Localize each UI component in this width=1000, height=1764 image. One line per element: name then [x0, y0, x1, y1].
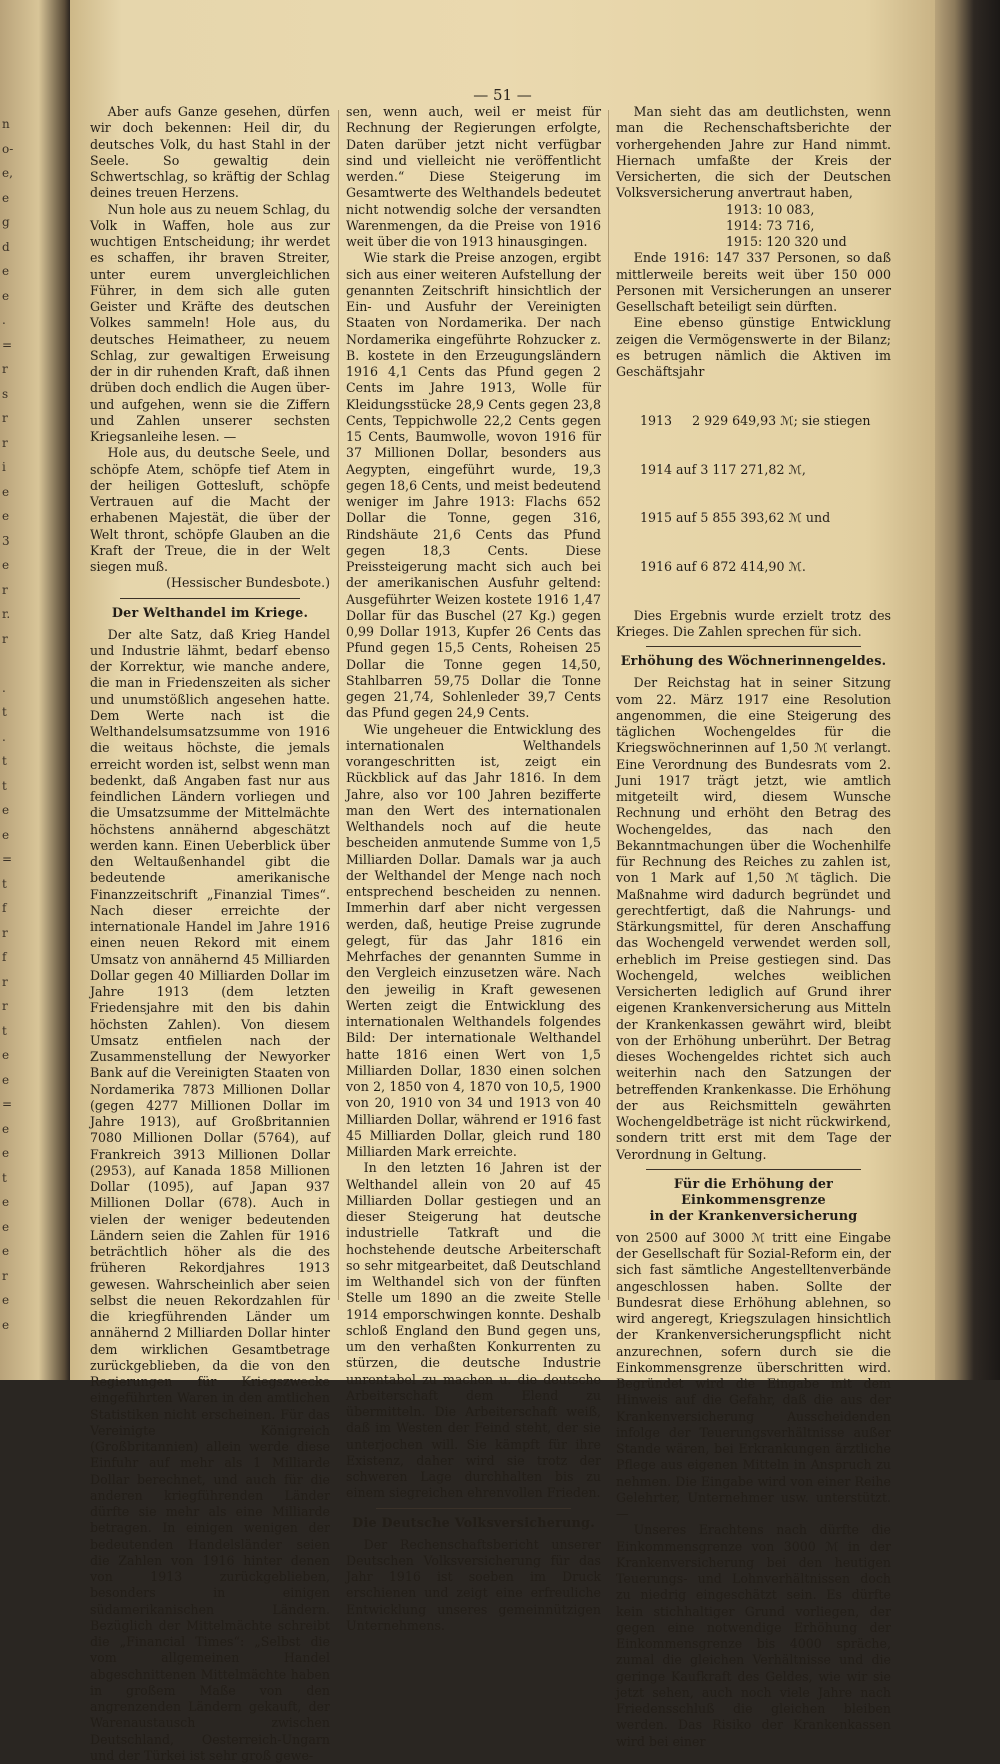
newspaper-page: [70, 0, 935, 1380]
paragraph: von 2500 auf 3000 ℳ tritt eine Eingabe der Gesellschaft für Sozial-Reform ein, der sich fast sämtliche Angestelltenverbände angeschlossen haben. Sollte der Bundesrat diese Erhöhung ablehnen, so wird angeregt, Kriegszulagen hinsichtlich der Krankenversicherungspflicht nicht anzurechnen, sofern durch sie die Einkommensgrenze überschritten wird. Begründet wird die Eingabe mit dem Hinweis auf die Gefahr, daß die aus der Krankenversicherung Ausscheidenden infolge der Teuerungsverhältnisse außer Stande wären, bei Erkrankungen ärztliche Pflege aus eigenen Mitteln in Anspruch zu nehmen. Die Eingabe wird von einer Reihe Gelehrter, Unternehmer usw. unterstützt. —: [616, 1230, 891, 1523]
table-row: 1913 2 929 649,93 ℳ; sie stiegen: [640, 413, 891, 429]
article-heading: Der Welthandel im Kriege.: [90, 606, 330, 622]
left-page-fragment: t: [2, 755, 7, 767]
column-2: [346, 104, 601, 1634]
left-page-fragment: s: [2, 388, 8, 400]
left-page-fragment: r: [2, 412, 8, 424]
left-page-fragment: r: [2, 927, 8, 939]
paragraph: Der Reichstag hat in seiner Sitzung vom 22. März 1917 eine Resolution angenommen, die eine Steigerung des täglichen Wochengeldes für die Kriegswöchnerinnen auf 1,50 ℳ verlangt. Eine Verordnung des Bundesrats vom 2. Juni 1917 trägt jetzt, wie amtlich mitgeteilt wird, diesem Wunsche Rechnung und erhöht den Betrag des Wochengeldes, das nach den Bekanntmachungen über die Wochenhilfe für Rechnung des Reiches zu zahlen ist, von 1 Mark auf 1,50 ℳ täglich. Die Maßnahme wird dadurch begründet und gerechtfertigt, daß die Nahrungs- und Stärkungsmittel, für deren Anschaffung das Wochengeld verwendet werden soll, erheblich im Preise gestiegen sind. Das Wochengeld, welches weiblichen Versicherten lediglich auf Grund ihrer eigenen Krankenversicherung aus Mitteln der Krankenkassen gewährt wird, bleibt von der Erhöhung unberührt. Der Betrag dieses Wochengeldes richtet sich auch weiterhin nach den Satzungen der betreffenden Krankenkasse. Die Erhöhung der aus Reichsmitteln gewährten Wochengeldbeträge ist nicht rückwirkend, sondern tritt erst mit dem Tage der Verordnung in Geltung.: [616, 675, 891, 1163]
left-page-fragment: e: [2, 1319, 9, 1331]
left-page-fragment: t: [2, 1172, 7, 1184]
paragraph: sen, wenn auch, weil er meist für Rechnung der Regierungen erfolgte, Daten darüber jetzt nicht verfügbar sind und vielleicht nie veröffentlicht werden.“ Diese Steigerung im Gesamtwerte des Welthandels bedeutet nicht notwendig solche der versandten Warenmengen, da die Preise von 1916 weit über die von 1913 hinausgingen.: [346, 104, 601, 250]
left-page-fragment: e: [2, 804, 9, 816]
left-page-fragment: e: [2, 559, 9, 571]
left-page-fragment: e: [2, 829, 9, 841]
paragraph: Hole aus, du deutsche Seele, und schöpfe Atem, schöpfe tief Atem in der heiligen Gottesluft, schöpfe Vertrauen auf die Macht der erhabenen Majestät, die über der Welt thront, schöpfe Glauben an die Kraft der Treue, die in der Welt siegen muß.: [90, 445, 330, 575]
left-page-edge: [0, 0, 70, 1380]
insured-table: [616, 202, 891, 251]
table-row: 1914 auf 3 117 271,82 ℳ,: [640, 462, 891, 478]
left-page-fragment: i: [2, 461, 6, 473]
left-page-fragment: 3: [2, 535, 10, 547]
table-row: 1915: 120 320 und: [726, 234, 891, 250]
table-row: 1914: 73 716,: [726, 218, 891, 234]
paragraph: Man sieht das am deutlichsten, wenn man die Rechenschaftsberichte der vorhergehenden Jahre zur Hand nimmt. Hiernach umfaßte der Kreis der Versicherten, die sich der Deutschen Volksversicherung anvertraut haben,: [616, 104, 891, 202]
left-page-fragment: f: [2, 951, 6, 963]
left-page-fragment: r: [2, 1270, 8, 1282]
left-page-fragment: e: [2, 1221, 9, 1233]
paragraph: Der alte Satz, daß Krieg Handel und Industrie lähmt, bedarf ebenso der Korrektur, wie manche andere, die man in Friedenszeiten als sicher und unumstößlich angesehen hatte. Dem Werte nach ist die Welthandelsumsatzsumme von 1916 die weitaus höchste, die jemals erreicht worden ist, selbst wenn man bedenkt, daß Angaben fast nur aus feindlichen Ländern vorliegen und die Umsatzsumme der Mittelmächte höchstens annähernd abgeschätzt werden kann. Einen Ueberblick über den Weltaußenhandel gibt die bedeutende amerikanische Finanzzeitschrift „Finanzial Times“. Nach dieser erreichte der internationale Handel im Jahre 1916 einen neuen Rekord mit einem Umsatz von annähernd 45 Milliarden Dollar gegen 40 Milliarden Dollar im Jahre 1913 (dem letzten Friedensjahre mit den bis dahin höchsten Zahlen). Von diesem Umsatz entfielen nach der Zusammenstellung der Newyorker Bank auf die Vereinigten Staaten von Nordamerika 7873 Millionen Dollar (gegen 4277 Millionen Dollar im Jahre 1913), auf Großbritannien 7080 Millionen Dollar (5764), auf Frankreich 3913 Millionen Dollar (2953), auf Kanada 1858 Millionen Dollar (1095), auf Japan 937 Millionen Dollar (678). Auch in vielen der weniger bedeutenden Ländern seien die Zahlen für 1916 beträchtlich höher als die des früheren Rekordjahres 1913 gewesen. Wahrscheinlich aber seien selbst die neuen Rekordzahlen für die kriegführenden Länder um annähernd 2 Milliarden Dollar hinter dem wirklichen Gesamtbetrage zurückgeblieben, da die von den Regierungen für Kriegszwecke eingeführten Waren in den amtlichen Statistiken nicht erscheinen. Für das Vereinigte Königreich (Großbritannien) allein werde diese Einfuhr auf mehr als 1 Milliarde Dollar berechnet, und auch für die anderen kriegführenden Länder dürfte sie mehr als eine Milliarde betragen. In einigen wenigen der bedeutenden Handelsländer seien die Zahlen von 1916 hinter denen von 1913 zurückgeblieben, besonders in einigen südamerikanischen Ländern. Bezüglich der Mittelmächte schreibt die „Financial Times“: „Selbst die vom allgemeinen Handel abgeschnittenen Mittelmächte haben in großem Maße von den angrenzenden Ländern gekauft, der Warenaustausch zwischen Deutschland, Oesterreich-Ungarn und der Türkei ist sehr groß gewe-: [90, 627, 330, 1764]
left-page-fragment: e: [2, 290, 9, 302]
left-page-fragment: =: [2, 339, 12, 351]
left-page-fragment: e: [2, 1245, 9, 1257]
table-row: 1916 auf 6 872 414,90 ℳ.: [640, 559, 891, 575]
left-page-fragment: .: [2, 314, 6, 326]
left-page-fragment: t: [2, 878, 7, 890]
left-page-fragment: e: [2, 1074, 9, 1086]
left-page-fragment: e: [2, 1196, 9, 1208]
paragraph: Ende 1916: 147 337 Personen, so daß mittlerweile bereits weit über 150 000 Personen mit Versicherungen an unserer Gesellschaft beteiligt sein dürften.: [616, 250, 891, 315]
table-row: 1913: 10 083,: [726, 202, 891, 218]
article-subheading: in der Krankenversicherung: [616, 1209, 891, 1225]
divider: [120, 598, 300, 599]
left-page-fragment: e,: [2, 167, 13, 179]
left-page-fragment: d: [2, 241, 10, 253]
divider: [646, 1169, 861, 1170]
left-page-fragment: t: [2, 780, 7, 792]
article-heading: Erhöhung des Wöchnerinnengeldes.: [616, 654, 891, 670]
column-1: [90, 104, 330, 1764]
left-page-fragment: r.: [2, 608, 10, 620]
left-page-fragment: r: [2, 633, 8, 645]
paragraph: Eine ebenso günstige Entwicklung zeigen die Vermögenswerte in der Bilanz; es betrugen nämlich die Aktiven im Geschäftsjahr: [616, 315, 891, 380]
left-page-fragment: e: [2, 1049, 9, 1061]
paragraph: Nun hole aus zu neuem Schlag, du Volk in Waffen, hole aus zur wuchtigen Entscheidung; ihr werdet es schaffen, ihr braven Streiter, unter eurem unvergleichlichen Führer, in dem sich alle guten Geister und Kräfte des deutschen Volkes sammeln! Hole aus, du deutsches Heimatheer, zu neuem Schlag, zur gewaltigen Erweisung der in dir ruhenden Kraft, daß ihnen drüben doch endlich die Augen über- und aufgehen, wenn sie die Ziffern und Zahlen unserer sechsten Kriegsanleihe lesen. —: [90, 202, 330, 446]
left-page-fragment: f: [2, 902, 6, 914]
left-page-fragment: r: [2, 363, 8, 375]
source-attribution: (Hessischer Bundesbote.): [90, 575, 330, 591]
left-page-fragment: =: [2, 1098, 12, 1110]
paragraph: Wie stark die Preise anzogen, ergibt sich aus einer weiteren Aufstellung der genannten Zeitschrift hinsichtlich der Ein- und Ausfuhr der Vereinigten Staaten von Nordamerika. Der nach Nordamerika eingeführte Rohzucker z. B. kostete in den Erzeugungsländern 1916 4,1 Cents das Pfund gegen 2 Cents im Jahre 1913, Wolle für Kleidungsstücke 28,9 Cents gegen 23,8 Cents, Teppichwolle 22,2 Cents gegen 15 Cents, Baumwolle, wovon 1916 für 37 Millionen Dollar, besonders aus Aegypten, eingeführt wurde, 19,3 gegen 18,6 Cents, und meist bedeutend weniger im Jahre 1913: Flachs 652 Dollar die Tonne, gegen 316, Rindshäute 21,6 Cents das Pfund gegen 18,3 Cents. Diese Preissteigerung macht sich auch bei der amerikanischen Ausfuhr geltend: Ausgeführter Weizen kostete 1916 1,47 Dollar für das Buschel (27 Kg.) gegen 0,99 Dollar 1913, Kupfer 26 Cents das Pfund gegen 15,5 Cents, Roheisen 25 Dollar die Tonne gegen 14,50, Stahlbarren 59,75 Dollar die Tonne gegen 21,74, Sohlenleder 39,7 Cents das Pfund gegen 24,9 Cents.: [346, 250, 601, 721]
book-cover-edge: [935, 0, 1000, 1380]
left-page-fragment: e: [2, 1147, 9, 1159]
page-number: — 51 —: [70, 86, 935, 104]
left-page-fragment: r: [2, 1000, 8, 1012]
article-heading: Die Deutsche Volksversicherung.: [346, 1516, 601, 1532]
left-page-fragment: t: [2, 706, 7, 718]
left-page-fragment: g: [2, 216, 10, 228]
divider: [646, 646, 861, 647]
left-page-fragment: e: [2, 1294, 9, 1306]
left-page-fragment: r: [2, 976, 8, 988]
paragraph: Dies Ergebnis wurde erzielt trotz des Krieges. Die Zahlen sprechen für sich.: [616, 608, 891, 641]
paragraph: In den letzten 16 Jahren ist der Welthandel allein von 20 auf 45 Milliarden Dollar gestiegen und an dieser Steigerung hat deutsche industrielle Tatkraft und die hochstehende deutsche Arbeiterschaft so sehr mitgearbeitet, daß Deutschland im Welthandel sich von der fünften Stelle um 1890 an die zweite Stelle 1914 emporschwingen konnte. Deshalb schloß England den Bund gegen uns, um den verhaßten Konkurrenten zu stürzen, die deutsche Industrie unrentabel zu machen u. die deutsche Arbeiterschaft dem Elend zu übermitteln. Die Arbeiterschaft weiß, daß im Westen der Feind steht, der sie unterjochen will. Sie kämpft für ihre Existenz, daher wird sie trotz der schweren Lage durchhalten bis zu einem siegreichen ehrenvollen Frieden.: [346, 1160, 601, 1501]
left-page-fragment: r: [2, 584, 8, 596]
paragraph: Der Rechenschaftsbericht unserer Deutschen Volksversicherung für das Jahr 1916 ist soeben im Druck erschienen und zeigt eine erfreuliche Entwicklung unseres gemeinnützigen Unternehmens.: [346, 1537, 601, 1635]
left-page-fragment: e: [2, 1123, 9, 1135]
column-separator: [608, 110, 609, 1300]
left-page-fragment: e: [2, 192, 9, 204]
left-page-fragment: =: [2, 853, 12, 865]
column-separator: [338, 110, 339, 1300]
left-page-fragment: .: [2, 682, 6, 694]
assets-table: [616, 380, 891, 608]
left-page-fragment: n: [2, 118, 10, 130]
paragraph: Aber aufs Ganze gesehen, dürfen wir doch bekennen: Heil dir, du deutsches Volk, du hast Stahl in der Seele. So gewaltig dein Schwertschlag, so kräftig der Schlag deines treuen Herzens.: [90, 104, 330, 202]
left-page-fragment: e: [2, 510, 9, 522]
left-page-fragment: o-: [2, 143, 13, 155]
paragraph: Wie ungeheuer die Entwicklung des internationalen Welthandels vorangeschritten ist, zeigt ein Rückblick auf das Jahr 1816. In dem Jahre, also vor 100 Jahren bezifferte man den Wert des internationalen Welthandels noch auf die heute bescheiden anmutende Summe von 1,5 Milliarden Dollar. Damals war ja auch der Welthandel der Menge nach noch entsprechend bescheiden zu nennen. Immerhin darf aber nicht vergessen werden, daß, heutige Preise zugrunde gelegt, für das Jahr 1816 ein Mehrfaches der genannten Summe in den Vergleich einzusetzen wäre. Nach den jeweilig in Kraft gewesenen Werten zeigt die Entwicklung des internationalen Welthandels folgendes Bild: Der internationale Welthandel hatte 1816 einen Wert von 1,5 Milliarden Dollar, 1830 einen solchen von 2, 1850 von 4, 1870 von 10,5, 1900 von 20, 1910 von 34 und 1913 von 40 Milliarden Dollar, während er 1916 fast 45 Milliarden Dollar, gleich rund 180 Milliarden Mark erreichte.: [346, 722, 601, 1161]
article-heading: Für die Erhöhung der Einkommensgrenze: [616, 1177, 891, 1209]
left-page-fragment: .: [2, 731, 6, 743]
left-page-fragment: e: [2, 486, 9, 498]
left-page-fragment: t: [2, 1025, 7, 1037]
divider: [376, 1508, 571, 1509]
table-row: 1915 auf 5 855 393,62 ℳ und: [640, 510, 891, 526]
column-3: [616, 104, 891, 1750]
paragraph: Unseres Erachtens nach dürfte die Einkommensgrenze von 3000 ℳ in der Krankenversicherung bei den heutigen Teuerungs- und Lohnverhältnissen doch zu niedrig eingeschätzt sein. Es dürfte kein stichhaltiger Grund vorliegen, der gegen eine notwendige Erhöhung der Einkommensgrenze bis 4000 spräche, zumal die gleichen Verhältnisse und die geringe Kaufkraft des Geldes, wie wir sie jetzt sehen, auch noch viele Jahre nach Friedensschluß die gleichen bleiben werden. Das Risiko der Krankenkassen wird bei einer: [616, 1522, 891, 1750]
left-page-fragment: r: [2, 437, 8, 449]
left-page-fragment: e: [2, 265, 9, 277]
